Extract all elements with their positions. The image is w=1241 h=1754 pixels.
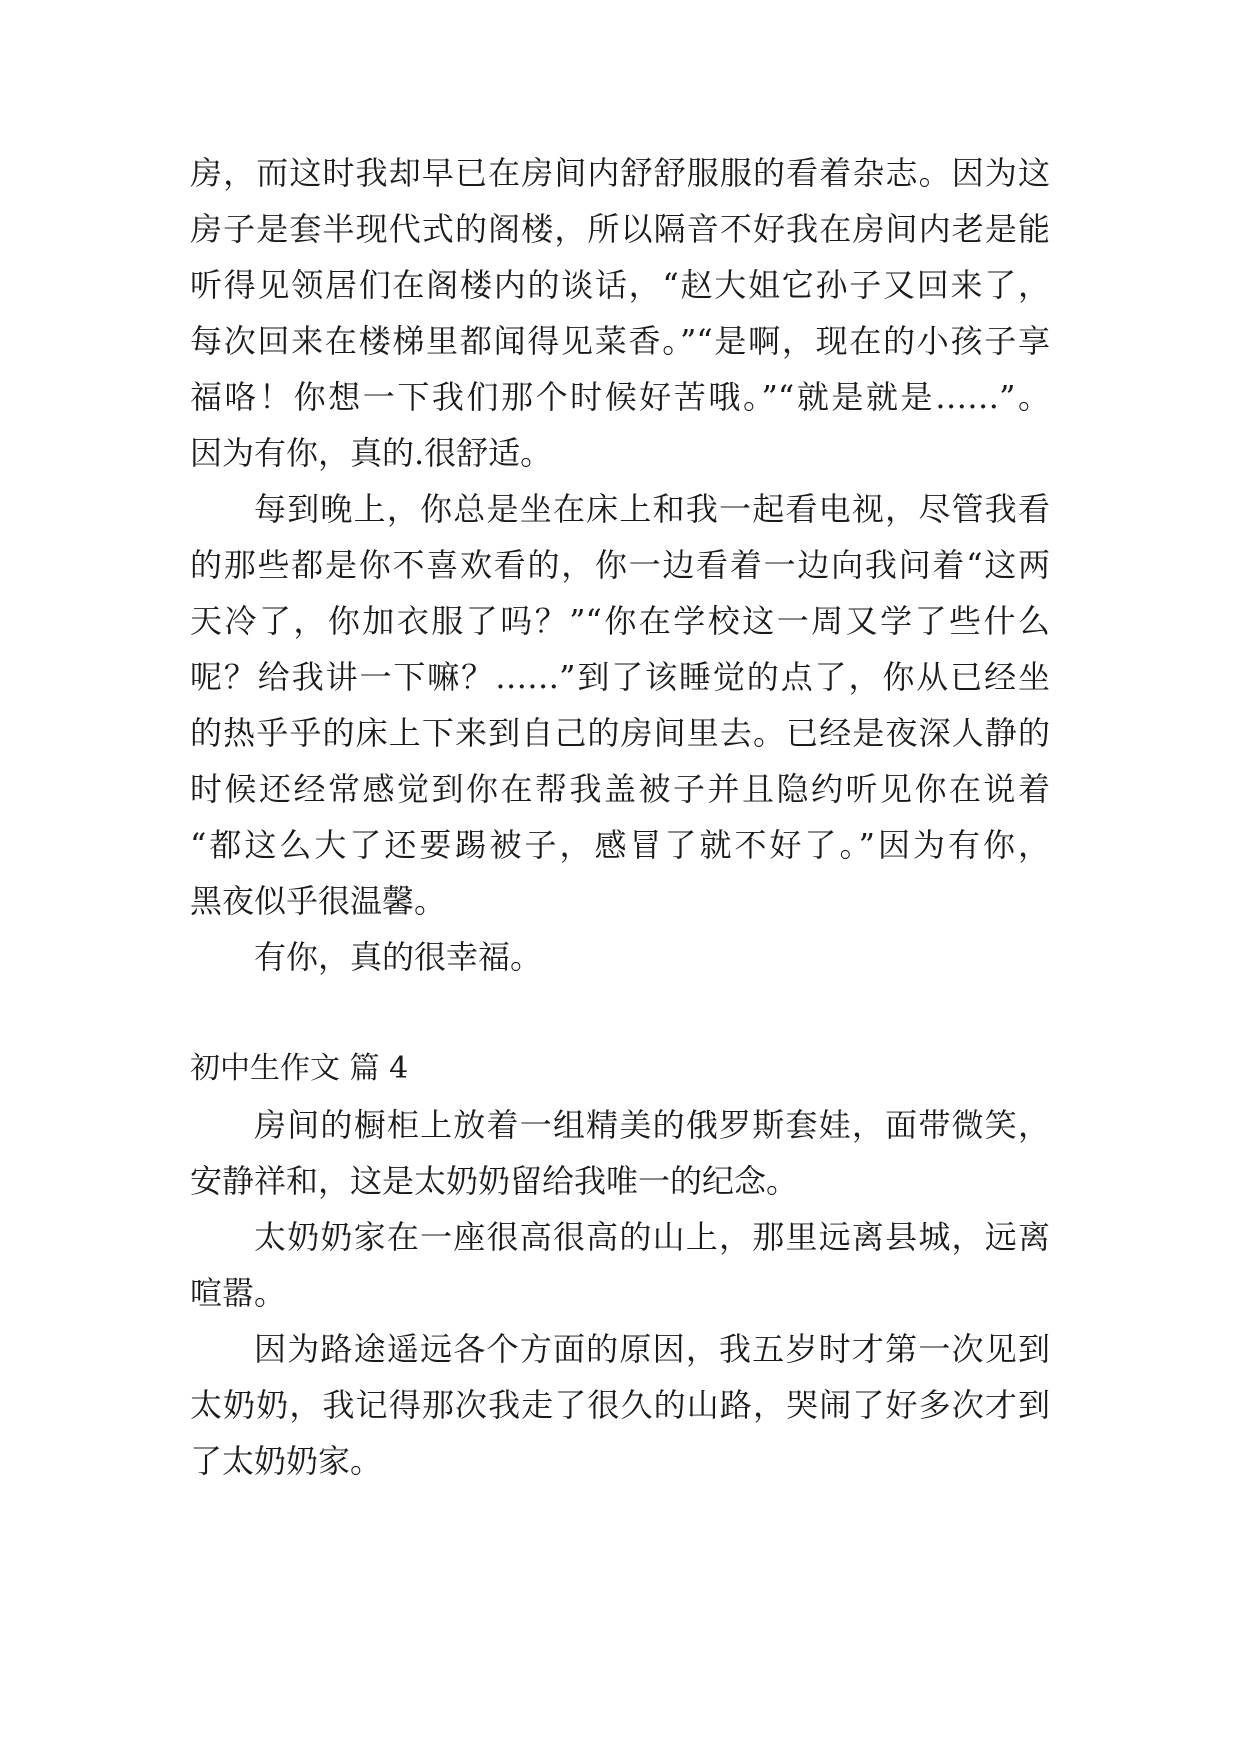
text-line: 房间的橱柜上放着一组精美的俄罗斯套娃，面带微笑， xyxy=(254,1106,1050,1144)
text-line: 喧嚣。 xyxy=(190,1274,287,1312)
text-line: 听得见领居们在阁楼内的谈话，“赵大姐它孙子又回来了， xyxy=(190,266,1050,304)
text-line: 黑夜似乎很温馨。 xyxy=(190,882,447,920)
text-line: “都这么大了还要踢被子，感冒了就不好了。”因为有你， xyxy=(190,826,1050,864)
text-line: 天冷了，你加衣服了吗？”“你在学校这一周又学了些什么 xyxy=(190,602,1050,640)
text-line: 时候还经常感觉到你在帮我盖被子并且隐约听见你在说着 xyxy=(190,770,1050,808)
text-line: 太奶奶家在一座很高很高的山上，那里远离县城，远离 xyxy=(254,1218,1050,1256)
section-heading: 初中生作文 篇 4 xyxy=(190,1051,409,1086)
text-line: 安静祥和，这是太奶奶留给我唯一的纪念。 xyxy=(190,1162,799,1200)
text-line: 了太奶奶家。 xyxy=(190,1442,383,1480)
text-line: 的那些都是你不喜欢看的，你一边看着一边向我问着“这两 xyxy=(190,546,1050,584)
text-line: 的热乎乎的床上下来到自己的房间里去。已经是夜深人静的 xyxy=(190,714,1050,752)
text-line: 房子是套半现代式的阁楼，所以隔音不好我在房间内老是能 xyxy=(190,210,1050,248)
text-line: 因为有你，真的.很舒适。 xyxy=(190,434,553,472)
text-line: 每次回来在楼梯里都闻得见菜香。”“是啊，现在的小孩子享 xyxy=(190,322,1050,360)
text-line: 房，而这时我却早已在房间内舒舒服服的看着杂志。因为这 xyxy=(190,154,1050,192)
text-line: 有你，真的很幸福。 xyxy=(254,938,543,976)
text-line: 太奶奶，我记得那次我走了很久的山路，哭闹了好多次才到 xyxy=(190,1386,1050,1424)
text-line: 呢？给我讲一下嘛？……”到了该睡觉的点了，你从已经坐 xyxy=(190,658,1050,696)
text-line: 每到晚上，你总是坐在床上和我一起看电视，尽管我看 xyxy=(254,490,1050,528)
text-line: 福咯！你想一下我们那个时候好苦哦。”“就是就是……”。 xyxy=(190,378,1050,416)
text-line: 因为路途遥远各个方面的原因，我五岁时才第一次见到 xyxy=(254,1330,1050,1368)
